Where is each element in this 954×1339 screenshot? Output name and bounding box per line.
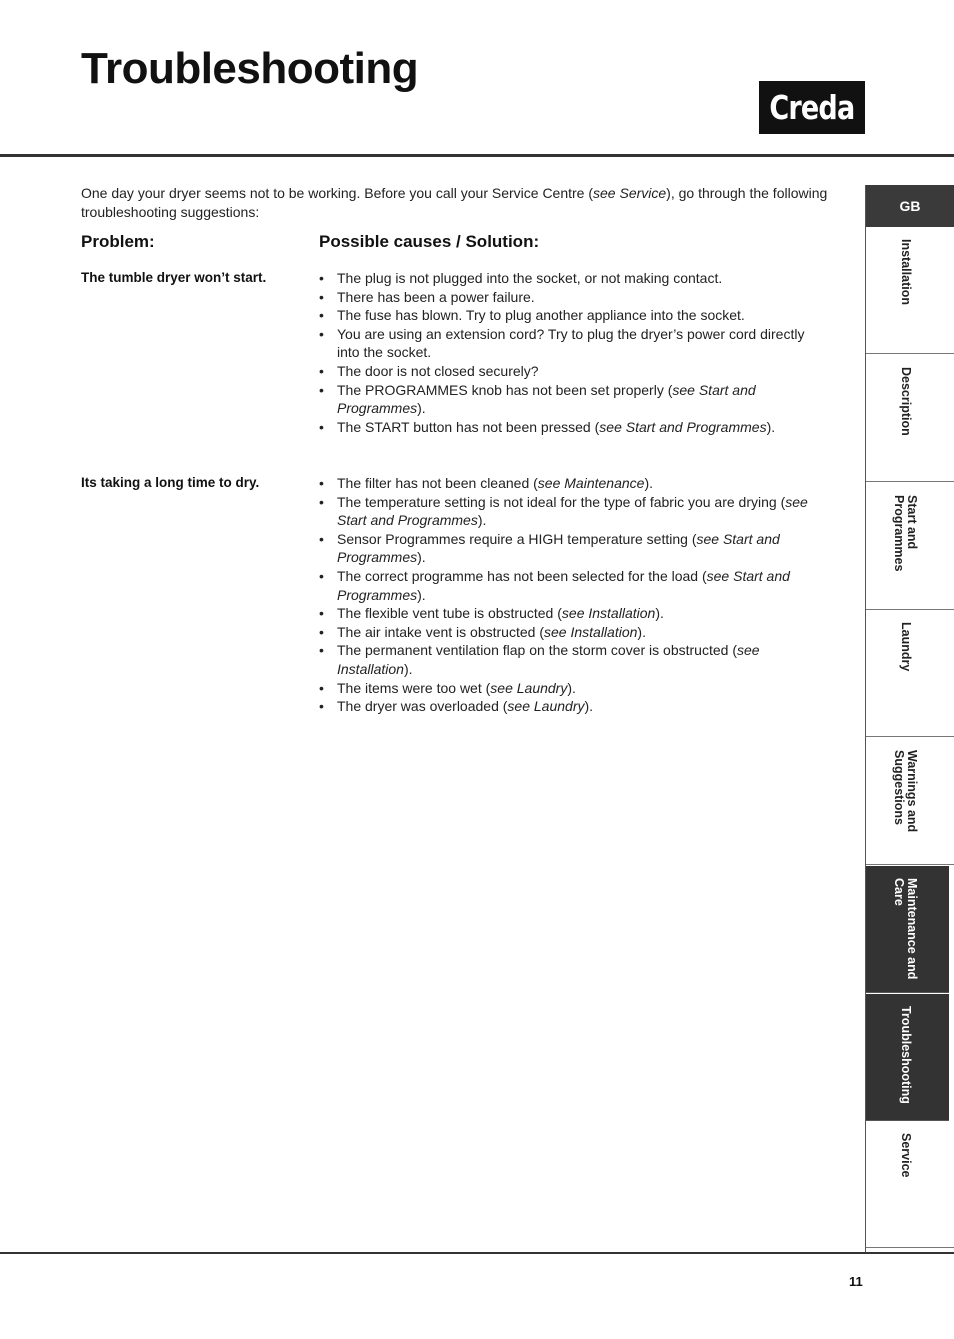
sidebar-tab-label: Maintenance and Care: [892, 877, 920, 980]
solution-item: • The dryer was overloaded (see Laundry).: [319, 697, 829, 716]
intro-text: One day your dryer seems not to be working. Before you call your Service Centre (see Service), go through the following troubleshooting suggestions:: [81, 185, 828, 220]
sidebar-tab-warnings-and-suggestions[interactable]: [866, 738, 954, 865]
sidebar-tab-label: Start and Programmes: [892, 494, 920, 571]
sidebar-tab-label: Laundry: [898, 622, 913, 672]
solution-item: • The door is not closed securely?: [319, 362, 829, 381]
sidebar-tab-description[interactable]: [866, 355, 954, 482]
cross-reference: see Start and Programmes: [337, 381, 756, 417]
page-number: 11: [849, 1274, 863, 1289]
solution-column-heading: Possible causes / Solution:: [319, 232, 540, 251]
sidebar-tab-laundry[interactable]: [866, 610, 954, 737]
solution-item: • There has been a power failure.: [319, 288, 829, 307]
cross-reference: see Installation: [544, 623, 638, 640]
solution-item: • The fuse has blown. Try to plug another appliance into the socket.: [319, 306, 829, 325]
solution-item: • The permanent ventilation flap on the storm cover is obstructed (see Installation).: [319, 641, 829, 678]
brand-logo: Creda: [759, 81, 865, 134]
problem-title: Its taking a long time to dry.: [81, 475, 260, 490]
cross-reference: see Laundry: [507, 698, 585, 715]
footer-divider: [0, 1252, 954, 1254]
sidebar-tab-troubleshooting[interactable]: [866, 994, 949, 1121]
sidebar-tab-label: Description: [898, 366, 913, 436]
cross-reference: see Start and Programmes: [337, 493, 808, 529]
solution-item: • You are using an extension cord? Try to plug the dryer’s power cord directly into the socket.: [319, 325, 829, 362]
language-tab-gb[interactable]: GB: [866, 185, 954, 227]
solution-item: • The correct programme has not been selected for the load (see Start and Programmes).: [319, 567, 829, 604]
problem-title: The tumble dryer won’t start.: [81, 270, 267, 285]
cross-reference: see Start and Programmes: [337, 567, 790, 603]
solution-item: • The START button has not been pressed (see Start and Programmes).: [319, 418, 829, 437]
sidebar-tab-label: Service: [898, 1133, 913, 1178]
sidebar-tab-start-and-programmes[interactable]: [866, 483, 954, 610]
intro-reference: see Service: [593, 185, 667, 201]
solution-list: [319, 269, 829, 436]
problem-column-heading: Problem:: [81, 232, 155, 251]
sidebar-tab-label: Warnings and Suggestions: [892, 750, 920, 833]
cross-reference: see Start and Programmes: [599, 418, 767, 435]
sidebar-tab-label: Troubleshooting: [898, 1005, 913, 1104]
solution-item: • The items were too wet (see Laundry).: [319, 679, 829, 698]
cross-reference: see Start and Programmes: [337, 530, 780, 566]
solution-item: • The PROGRAMMES knob has not been set properly (see Start and Programmes).: [319, 381, 829, 418]
solution-item: • The plug is not plugged into the socket, or not making contact.: [319, 269, 829, 288]
page-title: Troubleshooting: [81, 44, 419, 93]
solution-list: [319, 474, 829, 716]
solution-item: • The temperature setting is not ideal for the type of fabric you are drying (see Start and Programmes).: [319, 493, 829, 530]
sidebar-tab-maintenance-and-care[interactable]: [866, 866, 949, 993]
cross-reference: see Installation: [561, 605, 656, 622]
solution-item: • The flexible vent tube is obstructed (see Installation).: [319, 604, 829, 623]
cross-reference: see Laundry: [490, 679, 568, 696]
sidebar-tab-service[interactable]: [866, 1121, 954, 1248]
solution-item: • The air intake vent is obstructed (see Installation).: [319, 623, 829, 642]
sidebar-tab-label: Installation: [898, 239, 913, 305]
sidebar-tab-installation[interactable]: [866, 227, 954, 354]
header-divider: [0, 154, 954, 157]
cross-reference: see Installation: [337, 642, 760, 677]
solution-item: • Sensor Programmes require a HIGH temperature setting (see Start and Programmes).: [319, 530, 829, 567]
solution-item: • The filter has not been cleaned (see Maintenance).: [319, 474, 829, 493]
cross-reference: see Maintenance: [537, 475, 645, 491]
